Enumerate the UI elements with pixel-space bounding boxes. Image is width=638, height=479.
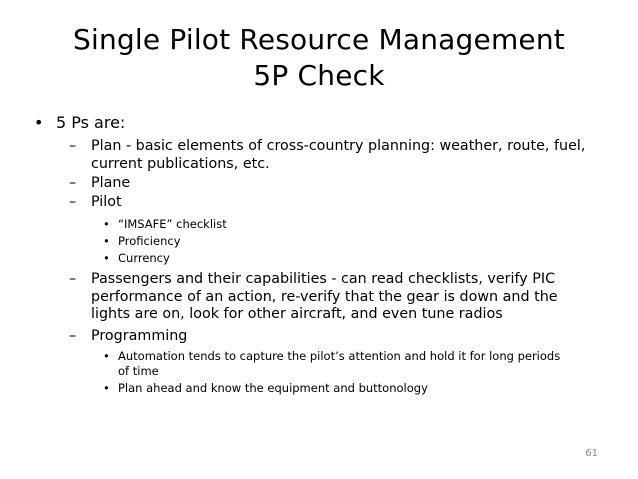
dash-marker: – bbox=[69, 271, 77, 287]
dash-marker: – bbox=[69, 138, 77, 154]
list-item-text: Plane bbox=[91, 175, 131, 191]
title-line-2: 5P Check bbox=[253, 59, 385, 92]
sub-item-plan-ahead bbox=[103, 381, 608, 396]
bullet-intro-text: 5 Ps are: bbox=[56, 113, 126, 132]
sub-item-automation bbox=[103, 349, 608, 379]
list-item-pilot bbox=[69, 194, 611, 212]
sub-item-text: of time bbox=[118, 364, 159, 378]
sub-item-text: Plan ahead and know the equipment and buttonology bbox=[118, 381, 428, 395]
dash-marker: – bbox=[69, 175, 77, 191]
sub-item-proficiency bbox=[103, 234, 608, 249]
list-item-passengers bbox=[69, 271, 611, 324]
dash-marker: – bbox=[69, 328, 77, 344]
slide-title bbox=[20, 22, 618, 94]
list-item-text: lights are on, look for other aircraft, and even tune radios bbox=[91, 306, 503, 322]
list-item-plane bbox=[69, 175, 611, 193]
sub-item-text: Currency bbox=[118, 251, 170, 265]
sub-item-text: “IMSAFE” checklist bbox=[118, 217, 227, 231]
sub-item-currency bbox=[103, 251, 608, 266]
sub-item-text: Automation tends to capture the pilot’s attention and hold it for long periods bbox=[118, 349, 561, 363]
sub-bullet-marker: • bbox=[103, 234, 110, 248]
sub-bullet-marker: • bbox=[103, 349, 110, 363]
title-line-1: Single Pilot Resource Management bbox=[73, 23, 565, 56]
bullet-marker: • bbox=[34, 113, 44, 132]
list-item-text: Programming bbox=[91, 328, 188, 344]
sub-bullet-marker: • bbox=[103, 217, 110, 231]
sub-bullet-marker: • bbox=[103, 381, 110, 395]
list-item-text: current publications, etc. bbox=[91, 155, 270, 172]
sub-item-text: Proficiency bbox=[118, 234, 181, 248]
page-number: 61 bbox=[585, 448, 598, 459]
sub-bullet-marker: • bbox=[103, 251, 110, 265]
bullet-intro bbox=[34, 113, 616, 132]
list-item-text: Passengers and their capabilities - can read checklists, verify PIC bbox=[91, 271, 556, 287]
list-item-text: performance of an action, re-verify that the gear is down and the bbox=[91, 288, 558, 305]
list-item-plan bbox=[69, 138, 611, 173]
list-item-text: Plan - basic elements of cross-country planning: weather, route, fuel, bbox=[91, 138, 586, 154]
list-item-programming bbox=[69, 328, 611, 346]
dash-marker: – bbox=[69, 194, 77, 210]
list-item-text: Pilot bbox=[91, 194, 122, 210]
sub-item-imsafe bbox=[103, 217, 608, 232]
